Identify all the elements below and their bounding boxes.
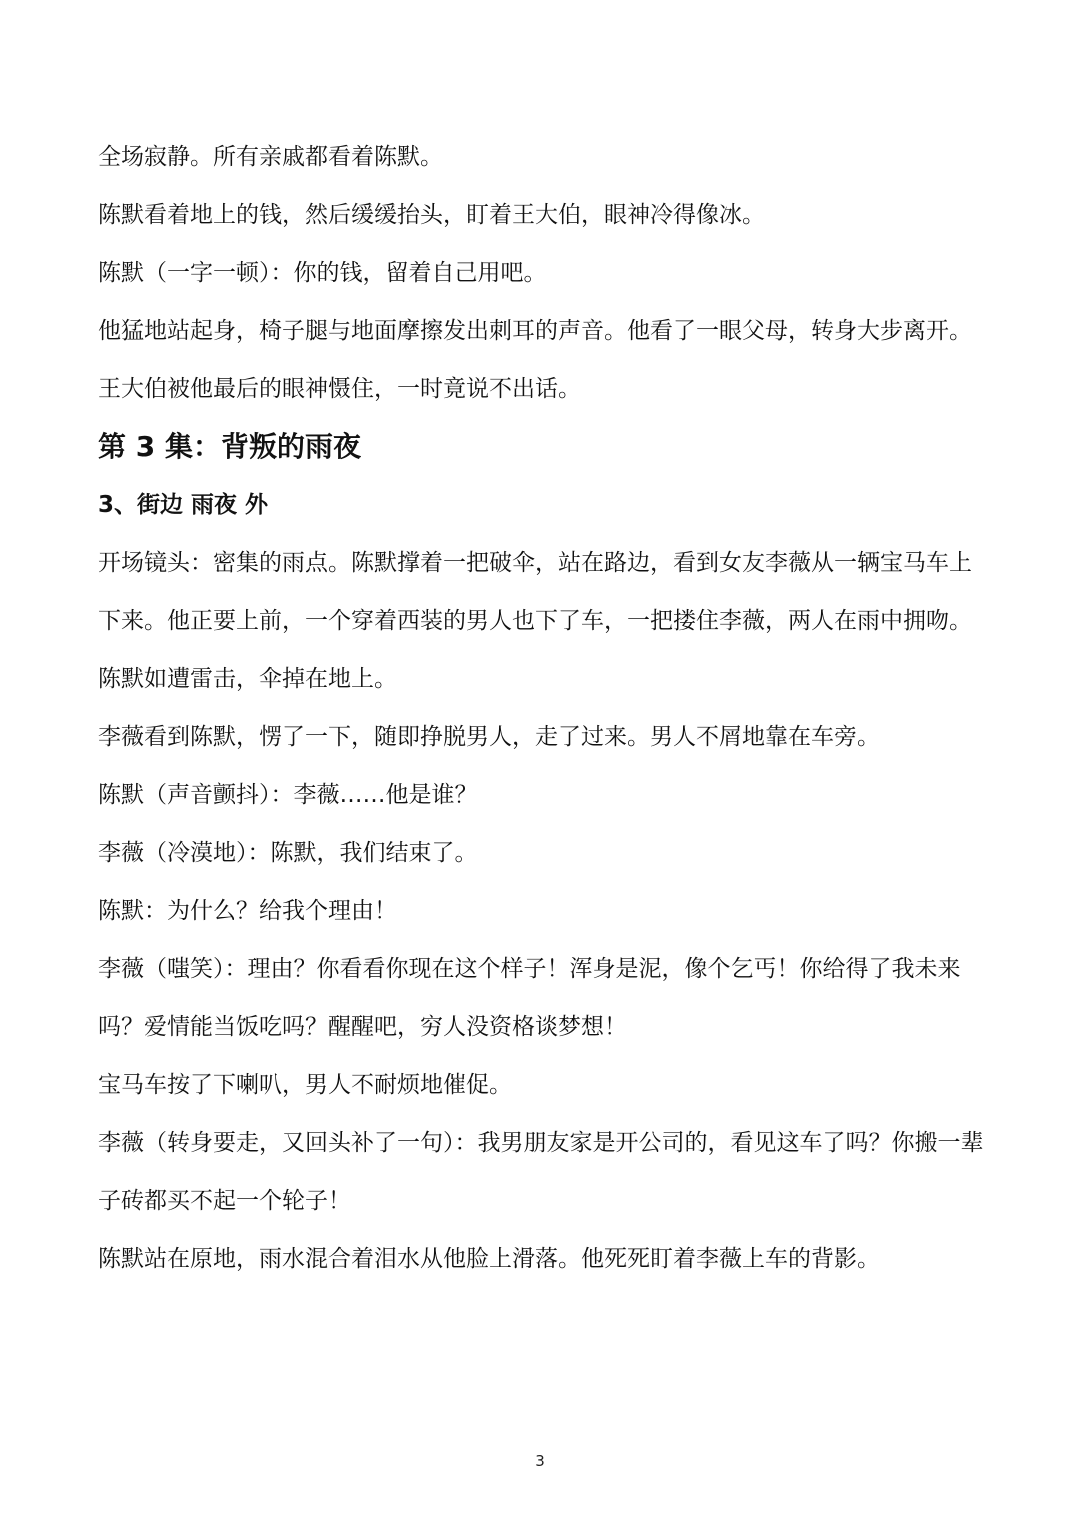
paragraph: 李薇看到陈默，愣了一下，随即挣脱男人，走了过来。男人不屑地靠在车旁。	[98, 724, 880, 750]
paragraph: 李薇（转身要走，又回头补了一句）：我男朋友家是开公司的，看见这车了吗？你搬一辈子砖都买不起一个轮子！	[98, 1130, 984, 1214]
paragraph: 陈默：为什么？给我个理由！	[98, 898, 397, 924]
paragraph: 陈默（声音颤抖）：李薇……他是谁？	[98, 782, 478, 808]
paragraph: 开场镜头：密集的雨点。陈默撑着一把破伞，站在路边，看到女友李薇从一辆宝马车上下来。他正要上前，一个穿着西装的男人也下了车，一把搂住李薇，两人在雨中拥吻。	[98, 550, 972, 634]
paragraph: 宝马车按了下喇叭，男人不耐烦地催促。	[98, 1072, 512, 1098]
paragraph: 陈默如遭雷击，伞掉在地上。	[98, 666, 397, 692]
paragraph: 全场寂静。所有亲戚都看着陈默。	[98, 144, 443, 170]
paragraph: 陈默看着地上的钱，然后缓缓抬头，盯着王大伯，眼神冷得像冰。	[98, 202, 765, 228]
paragraph: 他猛地站起身，椅子腿与地面摩擦发出刺耳的声音。他看了一眼父母，转身大步离开。	[98, 318, 972, 344]
paragraph: 王大伯被他最后的眼神慑住，一时竟说不出话。	[98, 376, 581, 402]
paragraph: 李薇（嗤笑）：理由？你看看你现在这个样子！浑身是泥，像个乞丐！你给得了我未来吗？爱情能当饭吃吗？醒醒吧，穷人没资格谈梦想！	[98, 956, 961, 1040]
episode-heading: 第 3 集：背叛的雨夜	[98, 430, 361, 463]
document-page	[98, 128, 988, 1288]
paragraph: 陈默（一字一顿）：你的钱，留着自己用吧。	[98, 260, 547, 286]
paragraph: 陈默站在原地，雨水混合着泪水从他脸上滑落。他死死盯着李薇上车的背影。	[98, 1246, 880, 1272]
page-number: 3	[535, 1452, 545, 1470]
scene-heading: 3、街边 雨夜 外	[98, 492, 269, 518]
paragraph: 李薇（冷漠地）：陈默，我们结束了。	[98, 840, 478, 866]
